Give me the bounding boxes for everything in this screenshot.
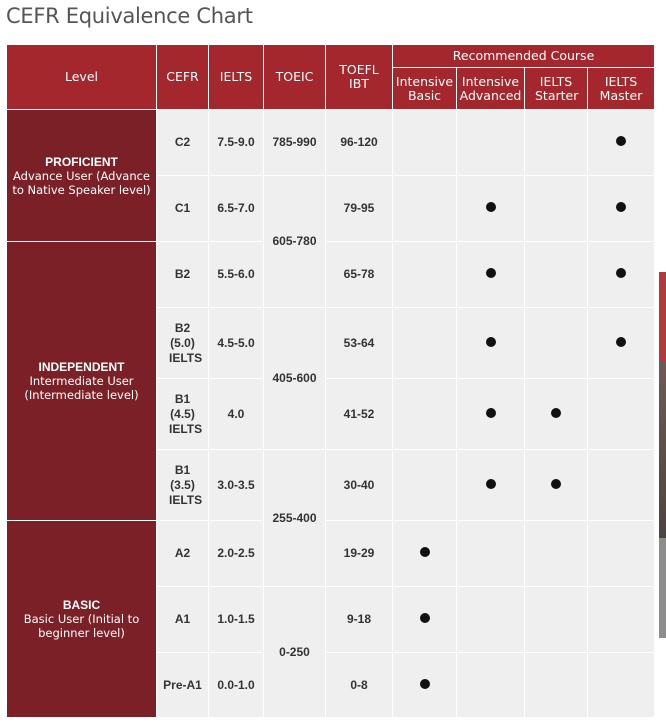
cefr-cell: A2 — [157, 521, 209, 587]
level-description: Intermediate User (Intermediate level) — [24, 374, 139, 402]
header-toefl: TOEFL IBT — [326, 45, 393, 110]
level-description: Basic User (Initial to beginner level) — [23, 612, 140, 640]
bullet-dot-icon — [486, 408, 496, 418]
toefl-cell: 30-40 — [326, 450, 393, 521]
header-recommended-course: Recommended Course — [393, 45, 655, 68]
toeic-cell: 605-780 — [264, 176, 326, 308]
ielts-cell: 2.0-2.5 — [209, 521, 264, 587]
course-cell — [525, 450, 588, 521]
bullet-dot-icon — [551, 408, 561, 418]
course-cell — [393, 521, 457, 587]
course-cell — [457, 379, 525, 450]
toeic-cell: 405-600 — [264, 308, 326, 450]
side-decoration — [659, 538, 666, 638]
course-cell — [525, 653, 588, 718]
course-cell — [588, 521, 655, 587]
bullet-dot-icon — [420, 547, 430, 557]
level-title: PROFICIENT — [45, 154, 118, 169]
cefr-chart-table — [6, 44, 655, 718]
course-cell — [393, 379, 457, 450]
table-row — [7, 242, 655, 308]
course-cell — [393, 110, 457, 176]
course-cell — [393, 308, 457, 379]
toeic-cell: 785-990 — [264, 110, 326, 176]
course-cell — [457, 587, 525, 653]
course-cell — [393, 242, 457, 308]
ielts-cell: 0.0-1.0 — [209, 653, 264, 718]
level-title: BASIC — [62, 598, 101, 612]
ielts-cell: 6.5-7.0 — [209, 176, 264, 242]
bullet-dot-icon — [551, 479, 561, 489]
toefl-cell: 65-78 — [326, 242, 393, 308]
course-cell — [525, 176, 588, 242]
bullet-dot-icon — [616, 136, 626, 146]
course-cell — [588, 653, 655, 718]
ielts-cell: 1.0-1.5 — [209, 587, 264, 653]
course-cell — [525, 587, 588, 653]
header-level: Level — [7, 45, 157, 110]
course-cell — [457, 110, 525, 176]
bullet-dot-icon — [486, 337, 496, 347]
toefl-cell: 96-120 — [326, 110, 393, 176]
course-cell — [525, 379, 588, 450]
level-proficient — [7, 110, 157, 242]
header-toeic: TOEIC — [264, 45, 326, 110]
header-course-ielts-master: IELTS Master — [588, 68, 655, 110]
cefr-cell: C2 — [157, 110, 209, 176]
bullet-dot-icon — [420, 679, 430, 689]
level-basic — [7, 521, 157, 718]
course-cell — [525, 110, 588, 176]
bullet-dot-icon — [616, 268, 626, 278]
cefr-cell: B2 (5.0) IELTS — [157, 308, 209, 379]
course-cell — [525, 242, 588, 308]
course-cell — [588, 110, 655, 176]
toefl-cell: 0-8 — [326, 653, 393, 718]
course-cell — [588, 308, 655, 379]
cefr-cell: B1 (3.5) IELTS — [157, 450, 209, 521]
course-cell — [588, 242, 655, 308]
header-cefr: CEFR — [157, 45, 209, 110]
course-cell — [525, 308, 588, 379]
page-title: CEFR Equivalence Chart — [6, 4, 253, 28]
course-cell — [588, 379, 655, 450]
course-cell — [457, 450, 525, 521]
bullet-dot-icon — [420, 613, 430, 623]
ielts-cell: 7.5-9.0 — [209, 110, 264, 176]
cefr-cell: B2 — [157, 242, 209, 308]
bullet-dot-icon — [616, 202, 626, 212]
course-cell — [393, 450, 457, 521]
course-cell — [588, 450, 655, 521]
course-cell — [457, 242, 525, 308]
course-cell — [457, 653, 525, 718]
course-cell — [457, 176, 525, 242]
level-description: Advance User (Advance to Native Speaker level) — [12, 168, 151, 197]
header-course-intensive-advanced: Intensive Advanced — [457, 68, 525, 110]
course-cell — [457, 308, 525, 379]
ielts-cell: 4.5-5.0 — [209, 308, 264, 379]
course-cell — [457, 521, 525, 587]
toeic-cell: 255-400 — [264, 450, 326, 587]
course-cell — [525, 521, 588, 587]
course-cell — [393, 653, 457, 718]
cefr-cell: C1 — [157, 176, 209, 242]
bullet-dot-icon — [486, 479, 496, 489]
header-ielts: IELTS — [209, 45, 264, 110]
header-course-intensive-basic: Intensive Basic — [393, 68, 457, 110]
ielts-cell: 4.0 — [209, 379, 264, 450]
course-cell — [588, 176, 655, 242]
toefl-cell: 9-18 — [326, 587, 393, 653]
bullet-dot-icon — [486, 202, 496, 212]
ielts-cell: 3.0-3.5 — [209, 450, 264, 521]
cefr-cell: Pre-A1 — [157, 653, 209, 718]
ielts-cell: 5.5-6.0 — [209, 242, 264, 308]
table-row — [7, 110, 655, 176]
toefl-cell: 19-29 — [326, 521, 393, 587]
cefr-cell: B1 (4.5) IELTS — [157, 379, 209, 450]
course-cell — [588, 587, 655, 653]
level-title: INDEPENDENT — [38, 360, 125, 374]
header-course-ielts-starter: IELTS Starter — [525, 68, 588, 110]
toefl-cell: 41-52 — [326, 379, 393, 450]
toefl-cell: 53-64 — [326, 308, 393, 379]
bullet-dot-icon — [616, 337, 626, 347]
bullet-dot-icon — [486, 268, 496, 278]
level-independent — [7, 242, 157, 521]
course-cell — [393, 587, 457, 653]
toefl-cell: 79-95 — [326, 176, 393, 242]
side-decoration — [659, 272, 666, 362]
table-row — [7, 521, 655, 587]
toeic-cell: 0-250 — [264, 587, 326, 718]
cefr-cell: A1 — [157, 587, 209, 653]
side-decoration — [659, 362, 666, 538]
course-cell — [393, 176, 457, 242]
